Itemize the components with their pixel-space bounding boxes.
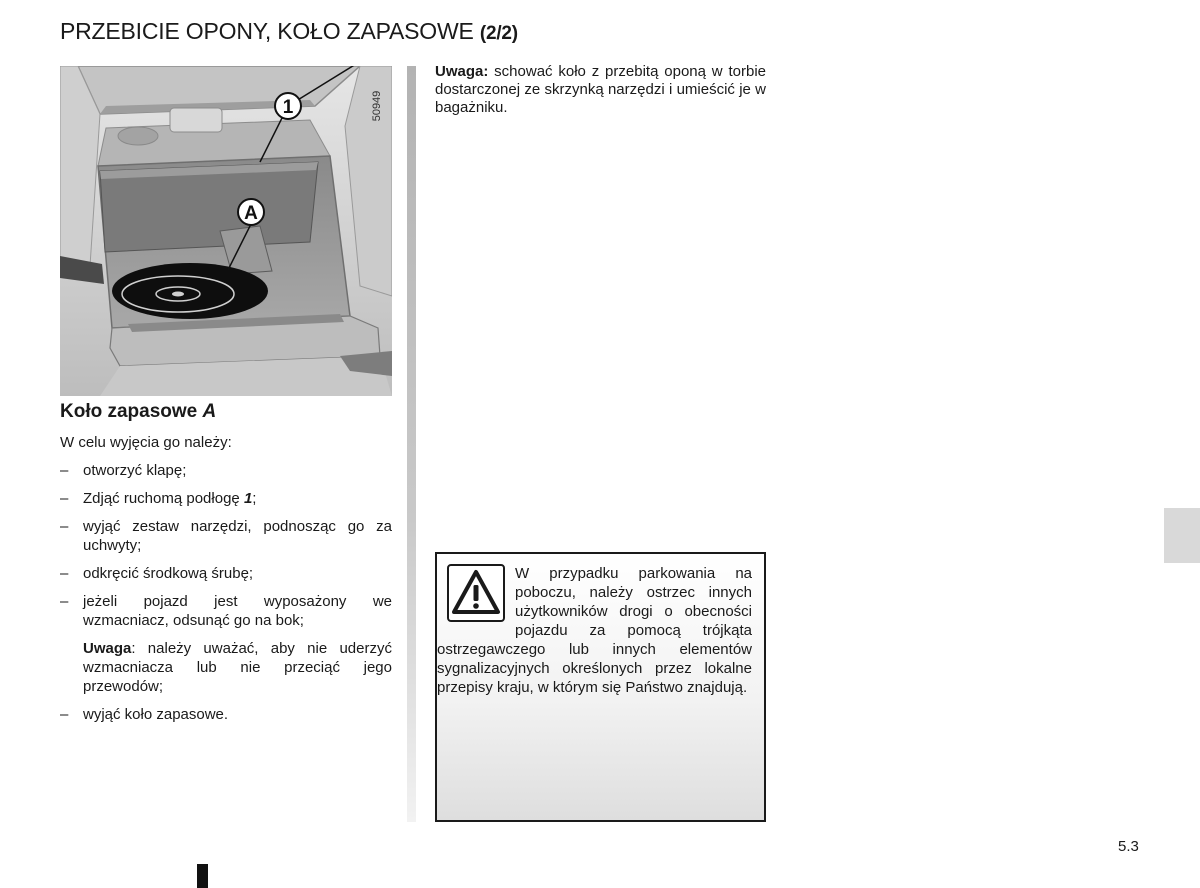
instructions (60, 433, 392, 733)
list-item (60, 592, 392, 630)
list-item (60, 517, 392, 555)
callout-a: A (244, 203, 258, 224)
storage-note-text: schować koło z przebitą oponą w torbie dostarczonej ze skrzynką narzędzi i umieścić je w bagażniku. (435, 63, 766, 116)
section-heading (60, 401, 216, 423)
warning-triangle-icon (447, 564, 505, 622)
step-text: wyjąć zestaw narzędzi, podnosząc go za uchwyty; (83, 518, 392, 554)
dash-bullet: – (60, 565, 69, 582)
page-title-text: PRZEBICIE OPONY, KOŁO ZAPASOWE (60, 18, 474, 44)
list-item (60, 461, 392, 480)
step-end: ; (252, 490, 257, 507)
steps-list-end (60, 705, 392, 724)
step-ref: 1 (243, 490, 253, 507)
callout-1: 1 (282, 97, 294, 118)
section-heading-text: Koło zapasowe (60, 401, 198, 422)
column-divider (407, 66, 416, 822)
page-number: 5.3 (1118, 838, 1139, 855)
page-title (60, 18, 518, 45)
step-text: otworzyć klapę; (83, 462, 187, 479)
steps-list (60, 461, 392, 630)
print-mark (197, 864, 208, 888)
caution-label: Uwaga (83, 640, 132, 657)
dash-bullet: – (60, 518, 69, 535)
caution-note (60, 639, 392, 696)
dash-bullet: – (60, 706, 69, 723)
warning-box (435, 552, 766, 822)
trunk-illustration (60, 66, 392, 396)
list-item (60, 489, 392, 508)
list-item (60, 705, 392, 724)
section-heading-ref: A (202, 401, 217, 422)
dash-bullet: – (60, 462, 69, 479)
step-text: odkręcić środkową śrubę; (83, 565, 254, 582)
storage-note (435, 63, 766, 117)
step-text: jeżeli pojazd jest wyposażony we wzmacniacz, odsunąć go na bok; (83, 593, 392, 629)
warning-text: W przypadku parkowania na poboczu, należy ostrzec innych użytkowników drogi o obecności pojazdu za pomocą trójkąta ostrzegawczego lub innych elementów sygnalizacyjnych określonych przez lokalne przepisy kraju, w którym się Państwo znajdują. (437, 565, 752, 696)
figure-code: 50949 (371, 90, 383, 122)
dash-bullet: – (60, 490, 69, 507)
step-text: Zdjąć ruchomą podłogę (83, 490, 244, 507)
storage-note-label: Uwaga: (435, 63, 489, 80)
caution-text: : należy uważać, aby nie uderzyć wzmacniacza lub nie przeciąć jego przewodów; (83, 640, 392, 695)
instructions-intro: W celu wyjęcia go należy: (60, 434, 232, 451)
list-item (60, 564, 392, 583)
step-text: wyjąć koło zapasowe. (83, 706, 229, 723)
dash-bullet: – (60, 593, 69, 610)
page-subtitle: (2/2) (479, 23, 518, 44)
chapter-tab (1164, 508, 1200, 563)
